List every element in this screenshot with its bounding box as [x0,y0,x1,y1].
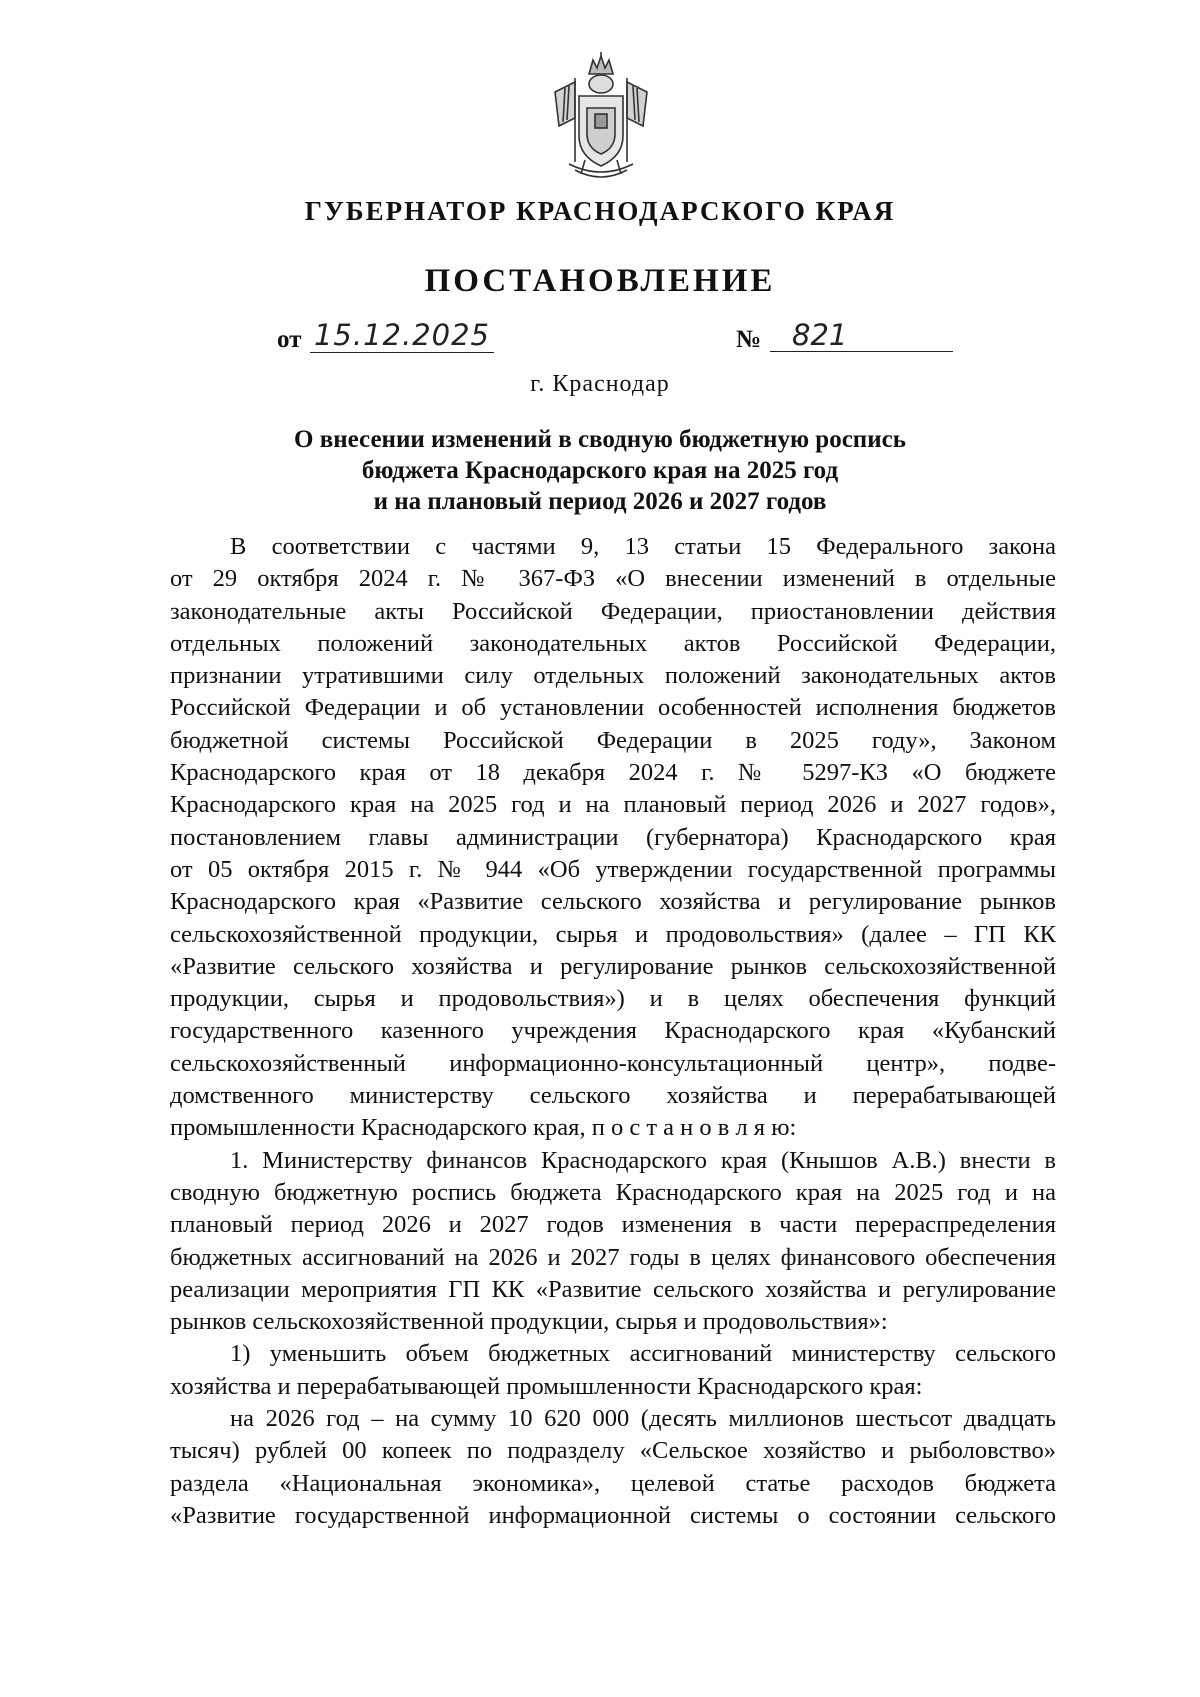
body-line: сельскохозяйственный информационно-консультационный центр», подве- [170,1049,1056,1077]
body-line: отдельных положений законодательных актов Российской Федерации, [170,629,1056,657]
date-label: от [277,326,302,353]
body-line: продукции, сырья и продовольствия») и в целях обеспечения функций [170,985,1056,1013]
body-line: на 2026 год – на сумму 10 620 000 (десять миллионов шестьсот двадцать [230,1405,1056,1433]
body-line: хозяйства и перерабатывающей промышленности Краснодарского края: [170,1372,923,1400]
body-line: от 29 октября 2024 г. № 367-ФЗ «О внесении изменений в отдельные [170,565,1056,593]
body-line: домственного министерству сельского хозяйства и перерабатывающей [170,1082,1056,1110]
body-line: рынков сельскохозяйственной продукции, сырья и продовольствия»: [170,1308,888,1336]
document-body [170,531,1056,1532]
body-line: бюджетных ассигнований на 2026 и 2027 годы в целях финансового обеспечения [170,1243,1056,1271]
document-title [240,424,960,517]
body-line: 1. Министерству финансов Краснодарского края (Кнышов А.В.) внести в [230,1146,1056,1174]
body-line: постановлением главы администрации (губернатора) Краснодарского края [170,823,1056,851]
body-line: реализации мероприятия ГП КК «Развитие сельского хозяйства и регулирование [170,1275,1056,1303]
body-line: сельскохозяйственной продукции, сырья и продовольствия» (далее – ГП КК [170,920,1056,948]
body-line: законодательные акты Российской Федерации, приостановлении действия [170,597,1056,625]
handwritten-number: 821 [770,318,953,352]
issuing-authority: ГУБЕРНАТОР КРАСНОДАРСКОГО КРАЯ [304,196,896,226]
body-line: раздела «Национальная экономика», целевой статье расходов бюджета [170,1469,1056,1497]
body-line: 1) уменьшить объем бюджетных ассигнований министерству сельского [230,1340,1056,1368]
body-line: промышленности Краснодарского края, п о с т а н о в л я ю: [170,1114,797,1142]
body-line: плановый период 2026 и 2027 годов изменения в части перераспределения [170,1211,1056,1239]
body-line: Краснодарского края на 2025 год и на плановый период 2026 и 2027 годов», [170,791,1056,819]
title-line: и на плановый период 2026 и 2027 годов [373,488,827,515]
body-line: В соответствии с частями 9, 13 статьи 15 Федерального закона [230,533,1056,560]
title-line: О внесении изменений в сводную бюджетную роспись [294,426,906,453]
document-type: ПОСТАНОВЛЕНИЕ [424,263,776,299]
body-line: Краснодарского края от 18 декабря 2024 г. № 5297-КЗ «О бюджете [170,759,1056,787]
body-line: от 05 октября 2015 г. № 944 «Об утверждении государственной программы [170,855,1056,883]
krasnodar-coat-of-arms-icon [545,52,657,184]
body-line: бюджетной системы Российской Федерации в 2025 году», Законом [170,726,1056,754]
body-line: «Развитие сельского хозяйства и регулирование рынков сельскохозяйственной [170,952,1056,980]
number-label: № [736,326,762,353]
title-line: бюджета Краснодарского края на 2025 год [361,457,839,484]
body-line: государственного казенного учреждения Краснодарского края «Кубанский [170,1017,1056,1045]
body-line: тысяч) рублей 00 копеек по подразделу «Сельское хозяйство и рыболовство» [170,1437,1056,1465]
handwritten-date: 15.12.2025 [310,318,494,353]
city-line: г. Краснодар [530,371,670,397]
body-line: Российской Федерации и об установлении особенностей исполнения бюджетов [170,694,1056,722]
body-line: Краснодарского края «Развитие сельского хозяйства и регулирование рынков [170,888,1056,916]
body-line: сводную бюджетную роспись бюджета Краснодарского края на 2025 год и на [170,1178,1056,1206]
body-line: «Развитие государственной информационной системы о состоянии сельского [170,1501,1056,1529]
body-line: признании утратившими силу отдельных положений законодательных актов [170,662,1056,690]
